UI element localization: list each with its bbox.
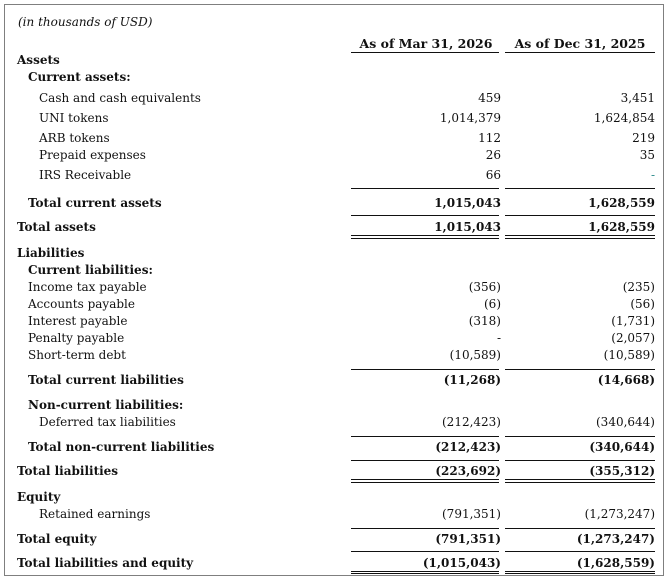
- double-underline: [505, 573, 655, 574]
- subtotal-line: [351, 436, 499, 437]
- double-underline: [351, 482, 499, 483]
- subtotal-line: [505, 188, 655, 189]
- double-underline: [351, 573, 499, 574]
- subtotal-line: [505, 551, 655, 552]
- balance-sheet: (in thousands of USD) As of Mar 31, 2026 As of Dec 31, 2025 Assets Current assets: Cash and cash equivalents 459 3,451 UNI tokens 1,014,379 1,624,854 ARB tokens 112 219 Prepaid expenses 26 35 IRS Receivable 66 - Total current assets 1,015,043 1,628,559 Total assets 1,015,043 1,628,559 Liabilities Current liabilities: Income tax payable (356) (235) Accounts payable (6) (56) Interest payable (318) (1,731) Penalty payable - (2,057) Short-term debt (10,589) (10,589) Total current liabilities (11,268) (14,668) Non-current liabilities: Deferred tax liabilities (212,423) (340,644) Total non-current liabilities (212,423) (340,644) Total liabilities (223,692) (355,312) Equity Retained earnings (791,351) (1,273,247) Total equity (791,351) (1,273,247) Total liabilities and equity (1,015,043) (1,628,559): [4, 4, 664, 576]
- subtotal-line: [351, 460, 499, 461]
- double-underline: [505, 235, 655, 236]
- double-underline: [505, 479, 655, 480]
- subtotal-line: [351, 551, 499, 552]
- subtotal-line: [351, 215, 499, 216]
- double-underline: [351, 479, 499, 480]
- double-underline: [351, 571, 499, 572]
- double-underline: [505, 238, 655, 239]
- double-underline: [505, 482, 655, 483]
- column-header-dec-2025: As of Dec 31, 2025: [514, 36, 646, 51]
- subtotal-line: [351, 369, 499, 370]
- double-underline: [351, 238, 499, 239]
- double-underline: [351, 235, 499, 236]
- subtotal-line: [505, 369, 655, 370]
- column-header-mar-2026: As of Mar 31, 2026: [359, 36, 493, 51]
- header-underline: [505, 52, 655, 53]
- header-underline: [351, 52, 499, 53]
- units-note: (in thousands of USD): [18, 15, 153, 29]
- subtotal-line: [351, 528, 499, 529]
- subtotal-line: [505, 460, 655, 461]
- subtotal-line: [351, 188, 499, 189]
- subtotal-line: [505, 436, 655, 437]
- double-underline: [505, 571, 655, 572]
- subtotal-line: [505, 215, 655, 216]
- subtotal-line: [505, 528, 655, 529]
